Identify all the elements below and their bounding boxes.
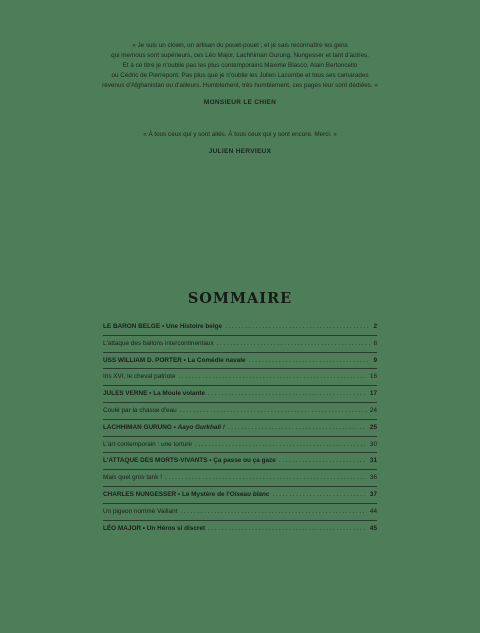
toc-entry-separator: • bbox=[141, 524, 147, 532]
toc-leader-dots bbox=[178, 369, 366, 385]
toc-entry-subtitle: Un Héros si discret bbox=[146, 524, 206, 532]
dedication-line: « Je suis un clown, un artisan du pouet-pouet ; et je sais reconnaître les gens bbox=[132, 42, 348, 49]
toc-entry-title bbox=[103, 437, 192, 453]
table-of-contents bbox=[103, 319, 377, 536]
dedication-line: Et à ce titre je n'oublie pas les plus contemporains Maxime Blasco, Alain Bertoncello bbox=[122, 62, 358, 69]
dedication-signature: JULIEN HERVIEUX bbox=[208, 148, 272, 155]
toc-entry-main: LE BARON BELGE bbox=[103, 323, 161, 330]
toc-page-number: 17 bbox=[369, 390, 377, 398]
toc-entry-subtitle: Ça passe ou ça gaze bbox=[213, 457, 276, 465]
toc-page-number: 8 bbox=[373, 339, 377, 347]
toc-entry-title bbox=[103, 453, 276, 469]
toc-entry-separator: • bbox=[176, 490, 182, 498]
toc-interlude-entry[interactable] bbox=[103, 369, 377, 386]
toc-page-number: 25 bbox=[369, 423, 377, 431]
toc-entry-title bbox=[103, 470, 162, 486]
dedication-line: À tous ceux qui y sont encore. bbox=[228, 131, 313, 138]
toc-page-number: 37 bbox=[369, 490, 377, 498]
toc-entry-subtitle: Le Mystère de l' bbox=[181, 490, 230, 498]
dedication-line: « À tous ceux qui y sont allés. bbox=[143, 131, 227, 138]
toc-page-number: 9 bbox=[373, 356, 377, 364]
toc-leader-dots bbox=[195, 437, 367, 453]
toc-entry-title bbox=[103, 336, 214, 352]
dedication-line: revenus d'Afghanistan ou d'ailleurs. Humblement, très humblement, ces pages leur sont dédiées. » bbox=[102, 82, 378, 89]
toc-entry-title bbox=[103, 420, 225, 436]
toc-entry-title bbox=[103, 386, 205, 402]
toc-entry-title bbox=[103, 319, 222, 335]
toc-entry-separator: • bbox=[171, 423, 178, 431]
toc-entry-main: Mais quel gros tank ! bbox=[103, 474, 162, 482]
toc-page-number: 2 bbox=[373, 323, 377, 330]
toc-entry-subtitle-italic: Oiseau blanc bbox=[229, 490, 270, 498]
toc-entry-separator: • bbox=[181, 356, 188, 364]
toc-page-number: 45 bbox=[369, 524, 377, 532]
toc-entry-subtitle: La Moule volante bbox=[153, 390, 206, 398]
toc-entry-main: Un pigeon nommé Vaillant bbox=[103, 507, 178, 515]
toc-page-number: 31 bbox=[369, 457, 377, 465]
toc-entry-main: L'attaque des ballons intercontinentaux bbox=[103, 339, 214, 347]
toc-leader-dots bbox=[165, 470, 367, 486]
toc-entry-main: JULES VERNE bbox=[103, 390, 148, 398]
toc-page-number: 30 bbox=[369, 440, 377, 448]
toc-entry-main: Coulé par la chasse d'eau bbox=[103, 406, 177, 414]
toc-leader-dots bbox=[180, 403, 367, 419]
toc-leader-dots bbox=[225, 319, 370, 335]
dedication-signature: MONSIEUR LE CHIEN bbox=[203, 99, 277, 106]
toc-entry-main: LÉO MAJOR bbox=[103, 524, 141, 532]
toc-entry-separator: • bbox=[207, 457, 214, 465]
toc-page-number: 24 bbox=[369, 406, 377, 414]
toc-chapter-entry[interactable] bbox=[103, 521, 377, 537]
toc-entry-main: USS WILLIAM D. PORTER bbox=[103, 356, 182, 364]
toc-interlude-entry[interactable] bbox=[103, 470, 377, 487]
dedication-monsieur-le-chien bbox=[60, 41, 420, 108]
toc-entry-title bbox=[103, 504, 177, 520]
dedication-line: ou Cédric de Pierrepont. Pas plus que je n'oublie les Julien Lacombe et tous ses camarades bbox=[111, 72, 369, 79]
toc-chapter-entry[interactable] bbox=[103, 319, 377, 336]
toc-entry-main: CHARLES NUNGESSER bbox=[103, 490, 177, 498]
toc-leader-dots bbox=[228, 420, 367, 436]
toc-leader-dots bbox=[180, 504, 366, 520]
toc-entry-title bbox=[103, 487, 269, 503]
toc-entry-main: Iris XVI, le cheval patriote bbox=[103, 373, 176, 381]
toc-chapter-entry[interactable] bbox=[103, 487, 377, 504]
toc-interlude-entry[interactable] bbox=[103, 504, 377, 521]
dedication-line: qui me/nous sont supérieurs, ces Léo Major, Lachhiman Gurung, Nungesser et tant d'autres. bbox=[111, 52, 369, 59]
toc-leader-dots bbox=[249, 353, 371, 369]
toc-entry-separator: • bbox=[147, 390, 154, 398]
toc-leader-dots bbox=[217, 336, 371, 352]
toc-entry-title bbox=[103, 403, 177, 419]
sommaire-title: SOMMAIRE bbox=[187, 290, 293, 307]
toc-entry-separator: • bbox=[160, 323, 166, 330]
toc-entry-subtitle: La Comédie navale bbox=[187, 356, 246, 364]
toc-entry-title bbox=[103, 521, 205, 537]
toc-chapter-entry[interactable] bbox=[103, 453, 377, 470]
toc-entry-title bbox=[103, 369, 175, 385]
toc-leader-dots bbox=[208, 386, 367, 402]
toc-entry-main: L'ATTAQUE DES MORTS-VIVANTS bbox=[103, 457, 208, 465]
dedication-julien-hervieux bbox=[60, 130, 420, 157]
toc-page-number: 36 bbox=[369, 474, 377, 482]
toc-entry-title bbox=[103, 353, 246, 369]
toc-page-number: 44 bbox=[369, 507, 377, 515]
toc-entry-subtitle-italic: Aayo Gurkhali ! bbox=[177, 423, 225, 431]
toc-chapter-entry[interactable] bbox=[103, 353, 377, 370]
toc-entry-main: L'art contemporain : une torture bbox=[103, 440, 192, 448]
toc-interlude-entry[interactable] bbox=[103, 437, 377, 454]
toc-leader-dots bbox=[272, 487, 366, 503]
toc-interlude-entry[interactable] bbox=[103, 336, 377, 353]
toc-entry-main: LACHHIMAN GURUNG bbox=[103, 423, 172, 431]
dedication-line: Merci. » bbox=[314, 131, 337, 138]
toc-chapter-entry[interactable] bbox=[103, 386, 377, 403]
toc-chapter-entry[interactable] bbox=[103, 420, 377, 437]
toc-entry-subtitle: Une Histoire belge bbox=[165, 323, 223, 330]
toc-page-number: 16 bbox=[369, 373, 377, 381]
toc-leader-dots bbox=[279, 453, 367, 469]
toc-interlude-entry[interactable] bbox=[103, 403, 377, 420]
toc-leader-dots bbox=[208, 521, 367, 537]
